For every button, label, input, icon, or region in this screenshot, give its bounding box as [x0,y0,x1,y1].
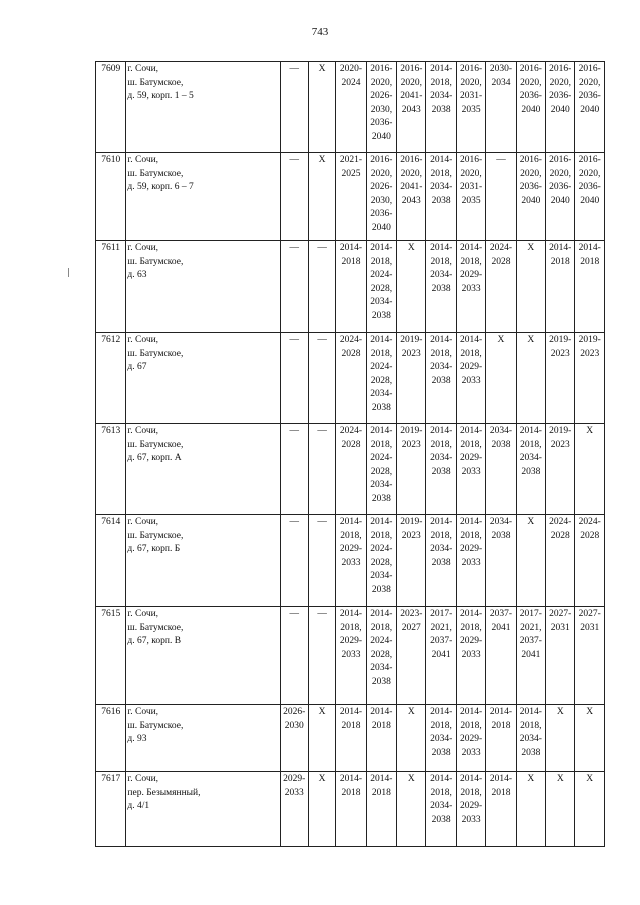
address-cell: г. Сочи, ш. Батумское, д. 63 [126,241,280,333]
table-row [96,772,605,847]
period-cell: 2016- 2020, 2031- 2035 [456,62,485,153]
period-cell: 2014- 2018, 2029- 2033 [456,241,485,333]
period-cell: 2014- 2018, 2029- 2033 [456,333,485,424]
period-cell: — [280,607,308,705]
period-cell: X [516,241,545,333]
row-number: 7614 [96,515,126,607]
period-cell: 2019- 2023 [397,333,426,424]
row-number: 7617 [96,772,126,847]
period-cell: X [516,333,545,424]
repair-schedule-table [95,61,605,847]
period-cell: 2014- 2018, 2034- 2038 [426,153,456,241]
period-cell: 2021- 2025 [336,153,366,241]
period-cell: 2019- 2023 [397,424,426,515]
period-cell: 2014- 2018, 2029- 2033 [336,607,366,705]
period-cell: 2014- 2018, 2034- 2038 [516,424,545,515]
period-cell: 2014- 2018 [486,705,516,772]
period-cell: 2027- 2031 [546,607,575,705]
address-cell: г. Сочи, ш. Батумское, д. 67 [126,333,280,424]
period-cell: 2016- 2020, 2036- 2040 [546,62,575,153]
period-cell: 2014- 2018, 2024- 2028, 2034- 2038 [366,241,396,333]
period-cell: — [280,424,308,515]
period-cell: 2016- 2020, 2026- 2030, 2036- 2040 [366,153,396,241]
period-cell: X [397,241,426,333]
period-cell: 2019- 2023 [575,333,605,424]
period-cell: 2014- 2018 [486,772,516,847]
row-number: 7613 [96,424,126,515]
period-cell: 2016- 2020, 2036- 2040 [575,153,605,241]
period-cell: 2034- 2038 [486,424,516,515]
period-cell: X [546,705,575,772]
period-cell: 2014- 2018 [366,705,396,772]
table-row [96,607,605,705]
period-cell: 2014- 2018 [336,705,366,772]
period-cell: X [516,515,545,607]
period-cell: 2016- 2020, 2041- 2043 [397,62,426,153]
period-cell: 2016- 2020, 2036- 2040 [546,153,575,241]
period-cell: 2019- 2023 [546,424,575,515]
period-cell: X [397,772,426,847]
period-cell: 2016- 2020, 2041- 2043 [397,153,426,241]
period-cell: X [516,772,545,847]
period-cell: 2014- 2018, 2034- 2038 [426,515,456,607]
row-number: 7612 [96,333,126,424]
period-cell: 2014- 2018, 2024- 2028, 2034- 2038 [366,424,396,515]
table-row [96,705,605,772]
period-cell: 2014- 2018 [336,241,366,333]
period-cell: — [280,515,308,607]
period-cell: — [486,153,516,241]
address-cell: г. Сочи, ш. Батумское, д. 59, корп. 1 – 5 [126,62,280,153]
period-cell: 2016- 2020, 2036- 2040 [516,153,545,241]
period-cell: X [397,705,426,772]
period-cell: 2014- 2018, 2029- 2033 [456,607,485,705]
period-cell: 2014- 2018, 2029- 2033 [456,424,485,515]
address-cell: г. Сочи, ш. Батумское, д. 67, корп. В [126,607,280,705]
period-cell: 2034- 2038 [486,515,516,607]
period-cell: 2024- 2028 [336,424,366,515]
period-cell: — [280,241,308,333]
period-cell: 2014- 2018 [336,772,366,847]
period-cell: 2014- 2018 [575,241,605,333]
period-cell: X [308,705,335,772]
address-cell: г. Сочи, ш. Батумское, д. 93 [126,705,280,772]
period-cell: X [486,333,516,424]
period-cell: 2017- 2021, 2037- 2041 [426,607,456,705]
table-row [96,333,605,424]
period-cell: 2019- 2023 [397,515,426,607]
row-number: 7610 [96,153,126,241]
address-cell: г. Сочи, ш. Батумское, д. 67, корп. Б [126,515,280,607]
period-cell: 2014- 2018, 2034- 2038 [426,333,456,424]
period-cell: 2014- 2018, 2034- 2038 [426,424,456,515]
period-cell: X [308,772,335,847]
period-cell: 2014- 2018 [366,772,396,847]
period-cell: 2030- 2034 [486,62,516,153]
row-number: 7611 [96,241,126,333]
period-cell: 2027- 2031 [575,607,605,705]
period-cell: X [575,424,605,515]
table-row [96,153,605,241]
table-row [96,424,605,515]
period-cell: — [308,515,335,607]
period-cell: 2016- 2020, 2026- 2030, 2036- 2040 [366,62,396,153]
period-cell: 2024- 2028 [336,333,366,424]
scan-artifact [68,268,69,277]
period-cell: 2016- 2020, 2031- 2035 [456,153,485,241]
period-cell: — [308,607,335,705]
period-cell: 2014- 2018, 2029- 2033 [456,515,485,607]
period-cell: X [575,772,605,847]
row-number: 7616 [96,705,126,772]
period-cell: 2026- 2030 [280,705,308,772]
period-cell: 2014- 2018, 2024- 2028, 2034- 2038 [366,333,396,424]
period-cell: — [308,333,335,424]
period-cell: 2016- 2020, 2036- 2040 [516,62,545,153]
period-cell: X [546,772,575,847]
period-cell: 2037- 2041 [486,607,516,705]
period-cell: 2016- 2020, 2036- 2040 [575,62,605,153]
period-cell: — [280,62,308,153]
address-cell: г. Сочи, ш. Батумское, д. 67, корп. А [126,424,280,515]
period-cell: 2014- 2018, 2029- 2033 [456,705,485,772]
page-number: 743 [311,26,329,38]
period-cell: X [308,153,335,241]
address-cell: г. Сочи, пер. Безымянный, д. 4/1 [126,772,280,847]
period-cell: — [280,333,308,424]
period-cell: 2014- 2018, 2029- 2033 [336,515,366,607]
table-row [96,515,605,607]
period-cell: 2023- 2027 [397,607,426,705]
period-cell: X [308,62,335,153]
period-cell: 2014- 2018, 2034- 2038 [426,772,456,847]
period-cell: — [308,241,335,333]
period-cell: 2024- 2028 [546,515,575,607]
period-cell: 2014- 2018, 2034- 2038 [426,62,456,153]
row-number: 7615 [96,607,126,705]
period-cell: 2017- 2021, 2037- 2041 [516,607,545,705]
period-cell: 2020- 2024 [336,62,366,153]
row-number: 7609 [96,62,126,153]
table-row [96,241,605,333]
address-cell: г. Сочи, ш. Батумское, д. 59, корп. 6 – 7 [126,153,280,241]
period-cell: — [308,424,335,515]
period-cell: 2024- 2028 [575,515,605,607]
period-cell: 2014- 2018, 2034- 2038 [426,241,456,333]
period-cell: 2019- 2023 [546,333,575,424]
period-cell: 2014- 2018 [546,241,575,333]
period-cell: 2014- 2018, 2024- 2028, 2034- 2038 [366,607,396,705]
period-cell: 2014- 2018, 2034- 2038 [516,705,545,772]
period-cell: 2014- 2018, 2029- 2033 [456,772,485,847]
table-row [96,62,605,153]
period-cell: 2029- 2033 [280,772,308,847]
period-cell: X [575,705,605,772]
period-cell: 2014- 2018, 2034- 2038 [426,705,456,772]
period-cell: 2024- 2028 [486,241,516,333]
period-cell: 2014- 2018, 2024- 2028, 2034- 2038 [366,515,396,607]
period-cell: — [280,153,308,241]
